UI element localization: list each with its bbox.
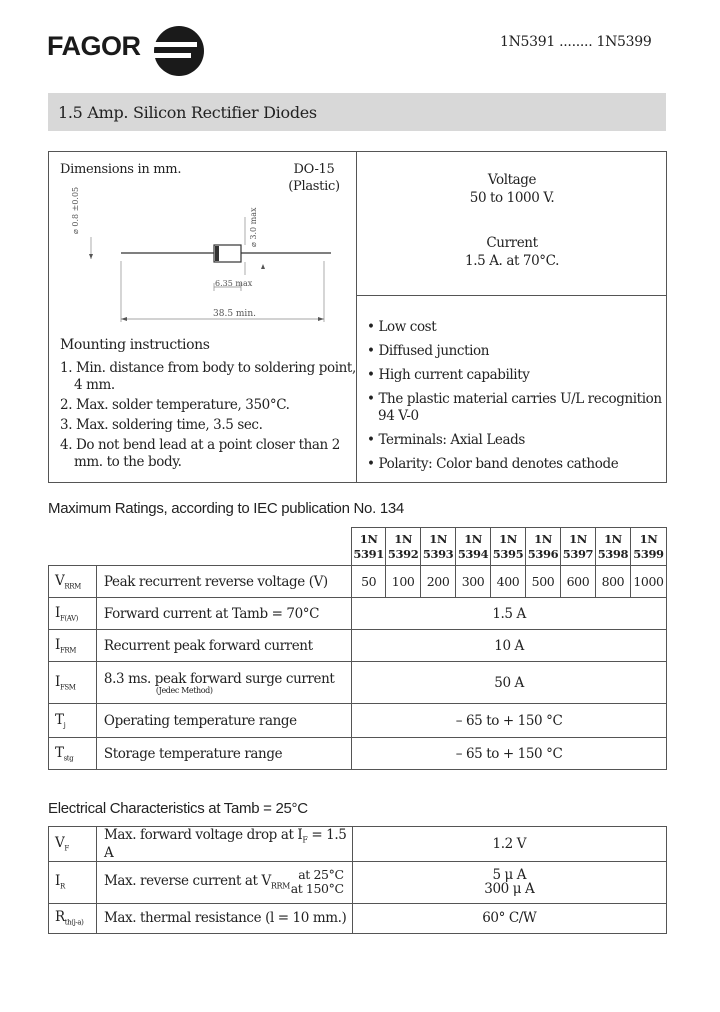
mounting-item: 3. Max. soldering time, 3.5 sec. (60, 417, 263, 433)
part-number-range: 1N5391 ........ 1N5399 (500, 34, 652, 50)
table-row (49, 566, 667, 598)
table-cell: 300 (456, 566, 491, 598)
electrical-table (48, 826, 667, 934)
table-row (49, 598, 667, 630)
table-cell: 50 (352, 566, 386, 598)
table-cell: 100 (386, 566, 421, 598)
table-cell: 5 μ A 300 μ A (352, 861, 666, 903)
table-cell: 500 (526, 566, 561, 598)
column-header: 1N 5399 (630, 528, 666, 566)
row-symbol: $T_j$ (49, 704, 97, 738)
page-title: 1.5 Amp. Silicon Rectifier Diodes (58, 103, 317, 122)
row-description: Recurrent peak forward current (96, 630, 351, 662)
lead-diameter-dim: ⌀ 0.8 ±0.05 (71, 186, 80, 234)
dimensions-label: Dimensions in mm. (60, 162, 182, 177)
table-row (49, 827, 667, 862)
row-description: Max. forward voltage drop at $I_F = 1.5$ A (96, 827, 352, 862)
column-header: 1N 5396 (526, 528, 561, 566)
feature-item: • Polarity: Color band denotes cathode (367, 456, 619, 472)
jedec-note: (Jedec Method) (155, 685, 213, 695)
max-ratings-table (48, 527, 667, 770)
feature-item: • Terminals: Axial Leads (367, 432, 525, 448)
table-row (49, 861, 667, 903)
table-header-row (49, 528, 667, 566)
do15-package-drawing (69, 197, 339, 327)
package-name: DO-15 (293, 162, 335, 177)
voltage-value: 50 to 1000 V. (469, 190, 555, 206)
table-row (49, 704, 667, 738)
features-list (367, 319, 667, 480)
total-length-dim: 38.5 min. (213, 309, 256, 319)
info-box (48, 151, 667, 483)
table-row (49, 630, 667, 662)
row-symbol: $I_{F(AV)}$ (49, 598, 97, 630)
mounting-title: Mounting instructions (60, 337, 210, 353)
current-value: 1.5 A. at 70°C. (465, 253, 559, 269)
table-cell: 10 A (352, 630, 667, 662)
column-header: 1N 5391 (352, 528, 386, 566)
row-description: Max. thermal resistance (l = 10 mm.) (96, 903, 352, 933)
body-length-dim: 6.35 max (215, 279, 253, 288)
row-symbol: $I_{FRM}$ (49, 630, 97, 662)
table-cell: 800 (595, 566, 630, 598)
column-header: 1N 5394 (456, 528, 491, 566)
mounting-item: 1. Min. distance from body to soldering point, 4 mm. (60, 360, 356, 393)
body-diameter-dim: ⌀ 3.0 max (249, 207, 258, 247)
feature-item: • The plastic material carries U/L recognition 94 V-0 (367, 391, 662, 424)
row-description: Peak recurrent reverse voltage (V) (96, 566, 351, 598)
row-symbol: $R_{th(j-a)}$ (49, 903, 97, 933)
table-cell: 50 A (352, 662, 667, 704)
fagor-logo-icon (151, 25, 207, 77)
column-header: 1N 5397 (560, 528, 595, 566)
row-symbol: $I_R$ (49, 861, 97, 903)
table-cell: 1.2 V (352, 827, 666, 862)
row-symbol: $I_{FSM}$ (49, 662, 97, 704)
column-header: 1N 5395 (491, 528, 526, 566)
mounting-item: 4. Do not bend lead at a point closer than 2 mm. to the body. (60, 437, 340, 470)
table-cell: 400 (491, 566, 526, 598)
brand-name: FAGOR (47, 31, 141, 61)
mounting-instructions-list (60, 360, 360, 474)
package-type: (Plastic) (288, 179, 340, 194)
row-description: 8.3 ms. peak forward surge current (Jedec Method) (96, 662, 351, 704)
table-cell: – 65 to + 150 °C (352, 738, 667, 770)
row-symbol: $T_{stg}$ (49, 738, 97, 770)
column-header: 1N 5393 (421, 528, 456, 566)
condition-25c: at 25°C (298, 867, 344, 883)
title-bar (48, 93, 666, 131)
current-label: Current (486, 235, 538, 251)
feature-item: • Low cost (367, 319, 437, 335)
voltage-label: Voltage (487, 172, 537, 188)
row-description: Max. reverse current at $V_{RRM}$ at 25°C at 150°C (96, 861, 352, 903)
table-cell: 200 (421, 566, 456, 598)
max-ratings-title: Maximum Ratings, according to IEC publication No. 134 (48, 500, 404, 517)
row-description: Storage temperature range (96, 738, 351, 770)
table-cell: – 65 to + 150 °C (352, 704, 667, 738)
table-cell: 60° C/W (352, 903, 666, 933)
row-description: Forward current at Tamb = 70°C (96, 598, 351, 630)
table-cell: 1000 (630, 566, 666, 598)
feature-item: • High current capability (367, 367, 530, 383)
fagor-logo (47, 25, 212, 80)
table-cell: 1.5 A (352, 598, 667, 630)
table-row (49, 738, 667, 770)
column-header: 1N 5398 (595, 528, 630, 566)
table-row (49, 903, 667, 933)
ratings-divider (356, 295, 666, 296)
row-description: Operating temperature range (96, 704, 351, 738)
mounting-item: 2. Max. solder temperature, 350°C. (60, 397, 290, 413)
electrical-title: Electrical Characteristics at Tamb = 25°C (48, 800, 308, 817)
table-row (49, 662, 667, 704)
row-symbol: $V_F$ (49, 827, 97, 862)
table-cell: 600 (560, 566, 595, 598)
feature-item: • Diffused junction (367, 343, 490, 359)
column-header: 1N 5392 (386, 528, 421, 566)
row-symbol: $V_{RRM}$ (49, 566, 97, 598)
condition-150c: at 150°C (290, 881, 344, 897)
